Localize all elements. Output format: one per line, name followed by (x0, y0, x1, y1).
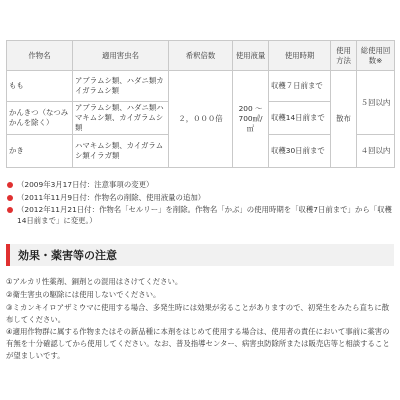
timing-cell: 収穫30日前まで (269, 135, 331, 168)
pests-cell: アブラムシ類、ハダニ類ハマキムシ類、カイガラムシ類 (73, 102, 169, 135)
usage-table (6, 40, 395, 168)
pests-cell: ハマキムシ類、カイガラムシ類イラガ類 (73, 135, 169, 168)
header-timing: 使用時期 (269, 41, 331, 71)
effects-list (6, 276, 394, 363)
revision-note (6, 205, 394, 226)
section-header (6, 244, 394, 266)
crop-cell: かんきつ（なつみかんを除く） (7, 102, 73, 135)
count-cell: ５回以内 (357, 71, 395, 135)
pests-cell: アブラムシ類、ハダニ類カイガラムシ類 (73, 71, 169, 102)
effect-item: ②衛生害虫の駆除には使用しないでください。 (6, 289, 161, 299)
timing-cell: 収穫７日前まで (269, 71, 331, 102)
bullet-icon (7, 182, 13, 188)
revision-note (6, 180, 394, 191)
effect-item: ④適用作物群に属する作物またはその新品種に本剤をはじめて使用する場合は、使用者の責任において事前に薬害の有無を十分確認してから使用してください。なお、普及指導センター、病害虫防除所または販売店等と相談することが望ましいです。 (6, 327, 390, 361)
table-header-row (7, 41, 395, 71)
section-title: 効果・薬害等の注意 (18, 249, 117, 262)
effect-item: ①アルカリ性薬剤、銅剤との混用はさけてください。 (6, 277, 183, 286)
header-count: 総使用回数※ (357, 41, 395, 71)
header-method: 使用方法 (331, 41, 357, 71)
method-cell: 散布 (331, 71, 357, 168)
volume-cell: 200 ～ 700㎖/㎡ (233, 71, 269, 168)
timing-cell: 収穫14日前まで (269, 102, 331, 135)
count-cell: ４回以内 (357, 135, 395, 168)
header-dilution: 希釈倍数 (169, 41, 233, 71)
bullet-icon (7, 207, 13, 213)
revision-notes (6, 180, 394, 229)
dilution-cell: ２，０００倍 (169, 71, 233, 168)
revision-note-text: （2011年11月9日付：作物名の削除、使用液量の追加） (17, 192, 206, 202)
revision-note-text: （2012年11月21日付：作物名「セルリー」を削除。作物名「かぶ」の使用時期を「収穫7日前まで」から「収穫14日前まで」に変更。） (17, 205, 392, 226)
bullet-icon (7, 195, 13, 201)
effect-item: ③ミカンキイロアザミウマに使用する場合、多発生時には効果が劣ることがありますので、初発生をみたら直ちに散布してください。 (6, 302, 390, 324)
header-crop: 作物名 (7, 41, 73, 71)
crop-cell: もも (7, 71, 73, 102)
header-pests: 適用害虫名 (73, 41, 169, 71)
revision-note-text: （2009年3月17日付：注意事項の変更） (17, 180, 154, 189)
header-volume: 使用液量 (233, 41, 269, 71)
crop-cell: かき (7, 135, 73, 168)
table-row (7, 71, 395, 102)
revision-note (6, 193, 394, 204)
